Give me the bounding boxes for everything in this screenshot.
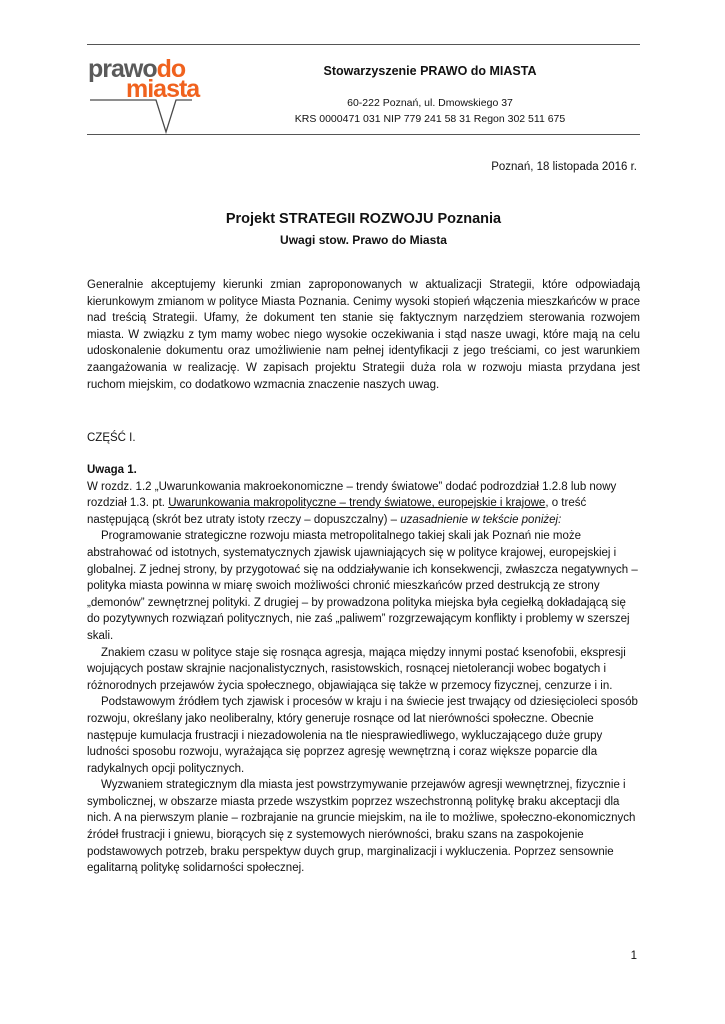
part-heading: CZĘŚĆ I. [87,432,136,444]
header-top-rule [87,44,640,45]
remark-heading: Uwaga 1. [87,464,137,476]
logo-word-miasta: miasta [126,75,200,103]
remark-section [87,462,640,877]
intro-paragraph: Generalnie akceptujemy kierunki zmian zaproponowanych w aktualizacji Strategii, które odpowiadają kierunkowym zmianom w polityce Miasta Poznania. Cenimy wysoki stopień włączenia mieszkańców w prace nad treścią Strategii. Ufamy, że dokument ten stanie się faktycznym narzędziem sterowania rozwojem miasta. W związku z tym mamy wobec niego wysokie oczekiwania i stąd nasze uwagi, które mają na celu udoskonalenie dokumentu oraz umożliwienie nam pełnej identyfikacji z jego treściami, co jest warunkiem zaangażowania w realizację. W zapisach projektu Strategii duża rola w rozwoju miasta przydana jest ruchom miejskim, co dodatkowo wzmacnia znaczenie naszych uwag. [87,279,640,391]
remark-paragraph-1: Programowanie strategiczne rozwoju miasta metropolitalnego takiej skali jak Poznań nie może abstrahować od istotnych, systematycznych zjawisk ujawniających się w polityce krajowej, europejskiej i globalnej. Z jednej strony, by przygotować się na oddziaływanie ich konsekwencji, zwłaszcza negatywnych – polityka miasta powinna w miarę swoich możliwości chronić mieszkańców przed destrukcją ze strony „demonów” zewnętrznej polityki. Z drugiej – by prowadzona polityka miejska była cegiełką dokładającą się do pozytywnych rozwiązań politycznych, nie zaś „paliwem” rozgrzewającym konflikty i problemy w szerszej skali. [87,530,638,642]
organization-logo [88,56,198,136]
organization-address: 60-222 Poznań, ul. Dmowskiego 37 [347,97,513,109]
document-date: Poznań, 18 listopada 2016 r. [491,161,637,173]
document-subtitle: Uwagi stow. Prawo do Miasta [280,233,447,247]
remark-paragraph-3: Podstawowym źródłem tych zjawisk i procesów w kraju i na świecie jest trwający od dziesięcioleci sposób rozwoju, określany jako neoliberalny, który generuje rosnące od lat nierówności społeczne. Obecnie następuje kumulacja frustracji i niezadowolenia na tle niesprawiedliwego, wykluczającego duże grupy ludności sposobu rozwoju, wyrażająca się poprzez agresję wewnętrzną i coraz większe poparcie dla radykalnych opcji politycznych. [87,696,638,775]
organization-registry-ids: KRS 0000471 031 NIP 779 241 58 31 Regon 302 511 675 [294,113,566,125]
document-title: Projekt STRATEGII ROZWOJU Poznania [225,211,502,227]
remark-paragraph-2: Znakiem czasu w polityce staje się rosnąca agresja, mająca między innymi postać ksenofobii, ekspresji wojujących postaw skrajnie nacjonalistycznych, rasistowskich, rosnącej nietolerancji wobec bogatych i różnorodnych przejawów życia społecznego, objawiająca się także w przemocy fizycznej, cenzurze i in. [87,646,626,692]
remark-lead-paragraph: W rozdz. 1.2 „Uwarunkowania makroekonomiczne – trendy światowe” dodać podrozdział 1.2.8 lub nowy rozdział 1.3. pt. Uwarunkowania makropolityczne – trendy światowe, europejskie i krajowe, o treść następującą (skrót bez utraty istoty rzeczy – dopuszczalny) – uzasadnienie w tekście poniżej: [87,480,617,526]
header-bottom-rule [87,134,640,135]
page-number: 1 [630,950,637,962]
logo-word-prawodo: prawodo [88,55,186,83]
organization-name: Stowarzyszenie PRAWO do MIASTA [323,64,537,78]
remark-paragraph-4: Wyzwaniem strategicznym dla miasta jest powstrzymywanie przejawów agresji wewnętrznej, fizycznie i symbolicznej, w obszarze miasta przede wszystkim poprzez wszechstronną politykę braku akceptacji dla nich. A na pierwszym planie – rozbrajanie na gruncie miejskim, na ile to możliwe, społeczno-ekonomicznych źródeł frustracji i gniewu, biorących się z systemowych nierówności, braku szans na zaspokojenie podstawowych potrzeb, braku perspektyw duych grup, marginalizacji i wykluczenia. Poprzez sensownie egalitarną politykę solidarności społecznej. [87,779,636,875]
remark-justification-note: uzasadnienie w tekście poniżej: [400,513,562,526]
remark-chapter-title: Uwarunkowania makropolityczne – trendy światowe, europejskie i krajowe [168,497,546,510]
